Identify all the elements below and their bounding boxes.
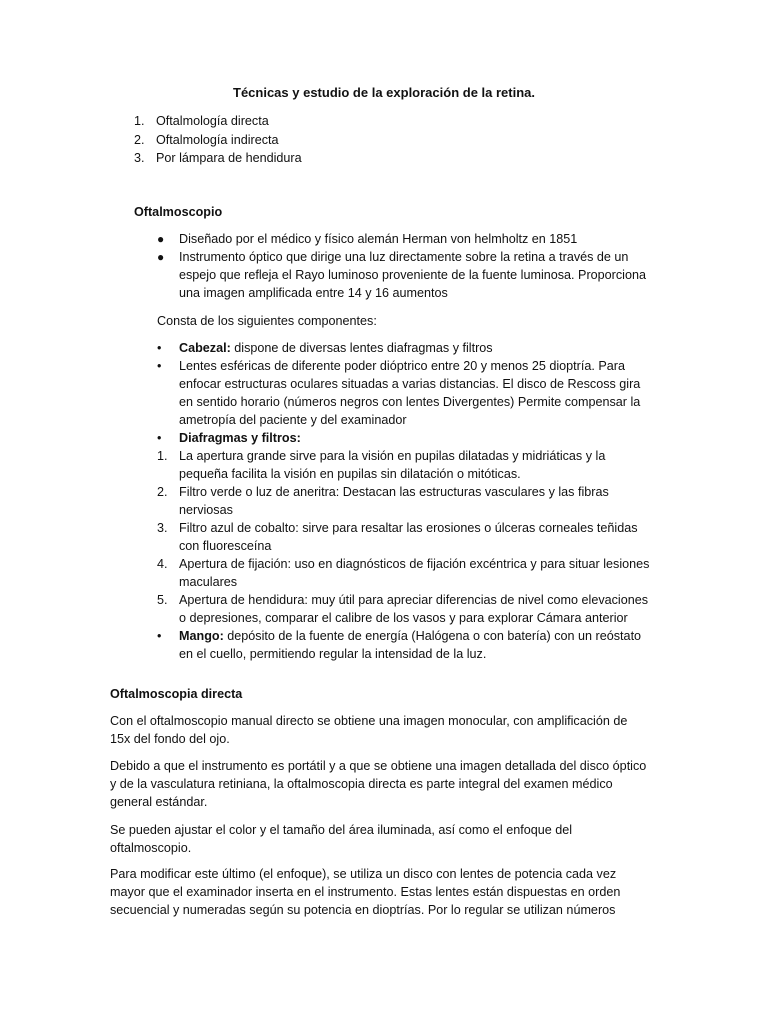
item-number: 1.: [134, 114, 145, 128]
item-text: La apertura grande sirve para la visión en pupilas dilatadas y midriáticas y la pequeña facilita la visión en pupilas sin dilatación o mitóticas.: [179, 449, 606, 481]
paragraph: Para modificar este último (el enfoque), se utiliza un disco con lentes de potencia cada vez mayor que el examinador inserta en el instrumento. Estas lentes están dispuestas en orden secuencial y numeradas según su potencia en dioptrías. Por lo regular se utilizan números: [110, 867, 621, 917]
item-text: Apertura de hendidura: muy útil para apreciar diferencias de nivel como elevaciones o depresiones, comparar el calibre de los vasos y para explorar Cámara anterior: [179, 593, 649, 625]
list-item: [157, 483, 657, 519]
item-marker: 3.: [157, 521, 168, 535]
section-heading-oftalmoscopia-directa: Oftalmoscopia directa: [110, 687, 243, 701]
item-text: Por lámpara de hendidura: [156, 151, 302, 165]
paragraph: Se pueden ajustar el color y el tamaño del área iluminada, así como el enfoque del oftalmoscopio.: [110, 823, 573, 855]
item-label: Cabezal:: [179, 341, 231, 355]
item-marker: •: [157, 431, 162, 445]
list-item: [157, 230, 657, 248]
list-item: [157, 429, 657, 447]
item-text: Lentes esféricas de diferente poder dióptrico entre 20 y menos 25 dioptría. Para enfocar estructuras oculares situadas a varias distancias. El disco de Rescoss gira en sentido horario (números negros con lentes Divergentes) Permite compensar la ametropía del paciente y del examinador: [179, 359, 641, 427]
list-item: [157, 519, 657, 555]
list-item: [157, 591, 657, 627]
item-text: Oftalmología indirecta: [156, 132, 279, 147]
list-item: [134, 149, 302, 168]
item-text: Instrumento óptico que dirige una luz directamente sobre la retina a través de un espejo que refleja el Rayo luminoso proveniente de la fuente luminosa. Proporciona una imagen amplificada entre 14 y 16 aumentos: [179, 250, 646, 300]
list-item: [157, 339, 657, 357]
item-label: Mango:: [179, 629, 224, 643]
item-marker: 5.: [157, 593, 168, 607]
list-item: [157, 627, 657, 663]
item-text: Filtro azul de cobalto: sirve para resaltar las erosiones o úlceras corneales teñidas con fluoresceína: [179, 521, 638, 553]
components-list: [157, 339, 657, 663]
item-text: Apertura de fijación: uso en diagnósticos de fijación excéntrica y para situar lesiones maculares: [179, 557, 650, 589]
bullet-icon: ●: [157, 250, 165, 264]
item-text: depósito de la fuente de energía (Halógena o con batería) con un reóstato en el cuello, permitiendo regular la intensidad de la luz.: [179, 629, 642, 661]
paragraph: Debido a que el instrumento es portátil y a que se obtiene una imagen detallada del disco óptico y de la vasculatura retiniana, la oftalmoscopia directa es parte integral del examen médico general estándar.: [110, 759, 647, 809]
item-number: 3.: [134, 151, 145, 165]
list-item: [157, 447, 657, 483]
item-marker: 1.: [157, 449, 168, 463]
list-item: [134, 131, 302, 150]
list-item: [157, 357, 657, 429]
item-marker: 4.: [157, 557, 168, 571]
list-item: [157, 248, 657, 302]
oftalmoscopio-bullets: [157, 230, 657, 302]
bullet-icon: ●: [157, 232, 165, 246]
item-marker: •: [157, 359, 162, 373]
paragraph: Con el oftalmoscopio manual directo se obtiene una imagen monocular, con amplificación de 15x del fondo del ojo.: [110, 714, 628, 746]
item-text: Filtro verde o luz de aneritra: Destacan las estructuras vasculares y las fibras nerviosas: [179, 485, 609, 517]
item-text: Oftalmología directa: [156, 114, 269, 128]
item-number: 2.: [134, 132, 145, 147]
document-title: Técnicas y estudio de la exploración de la retina.: [233, 85, 535, 100]
list-item: [157, 555, 657, 591]
item-text: dispone de diversas lentes diafragmas y filtros: [230, 341, 493, 355]
section-heading-oftalmoscopio: Oftalmoscopio: [134, 205, 223, 219]
item-text: Diseñado por el médico y físico alemán Herman von helmholtz en 1851: [179, 232, 578, 246]
item-marker: •: [157, 341, 162, 355]
components-intro: Consta de los siguientes componentes:: [157, 314, 377, 328]
item-marker: 2.: [157, 485, 168, 499]
item-label: Diafragmas y filtros:: [179, 431, 301, 445]
list-item: [134, 112, 302, 131]
item-marker: •: [157, 629, 162, 643]
methods-list: [134, 112, 302, 168]
